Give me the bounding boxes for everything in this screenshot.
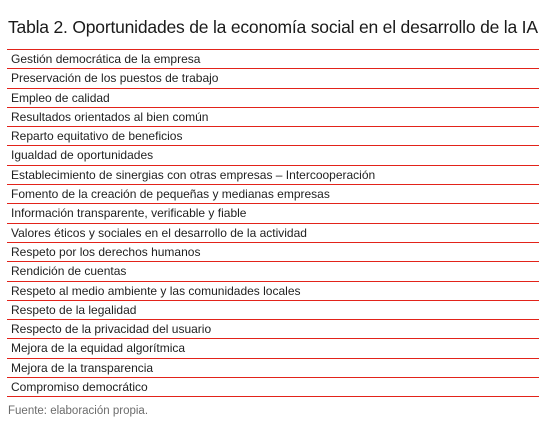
table-title: Tabla 2. Oportunidades de la economía social en el desarrollo de la IA xyxy=(8,17,538,37)
table-row: Valores éticos y sociales en el desarrollo de la actividad xyxy=(7,224,539,243)
table-row: Respecto de la privacidad del usuario xyxy=(7,320,539,339)
table-row: Establecimiento de sinergias con otras empresas – Intercooperación xyxy=(7,166,539,185)
table-row: Mejora de la transparencia xyxy=(7,359,539,378)
table-row: Información transparente, verificable y fiable xyxy=(7,204,539,223)
table-row: Compromiso democrático xyxy=(7,378,539,397)
table-row: Mejora de la equidad algorítmica xyxy=(7,339,539,358)
table-row: Igualdad de oportunidades xyxy=(7,146,539,165)
table-row: Gestión democrática de la empresa xyxy=(7,50,539,69)
table-row: Empleo de calidad xyxy=(7,89,539,108)
table-row: Respeto al medio ambiente y las comunidades locales xyxy=(7,282,539,301)
table-row: Preservación de los puestos de trabajo xyxy=(7,69,539,88)
table-row: Rendición de cuentas xyxy=(7,262,539,281)
table-row: Resultados orientados al bien común xyxy=(7,108,539,127)
table-row: Reparto equitativo de beneficios xyxy=(7,127,539,146)
table-row: Respeto por los derechos humanos xyxy=(7,243,539,262)
table-row: Respeto de la legalidad xyxy=(7,301,539,320)
table xyxy=(7,49,539,397)
source-note: Fuente: elaboración propia. xyxy=(8,405,149,417)
table-row: Fomento de la creación de pequeñas y medianas empresas xyxy=(7,185,539,204)
